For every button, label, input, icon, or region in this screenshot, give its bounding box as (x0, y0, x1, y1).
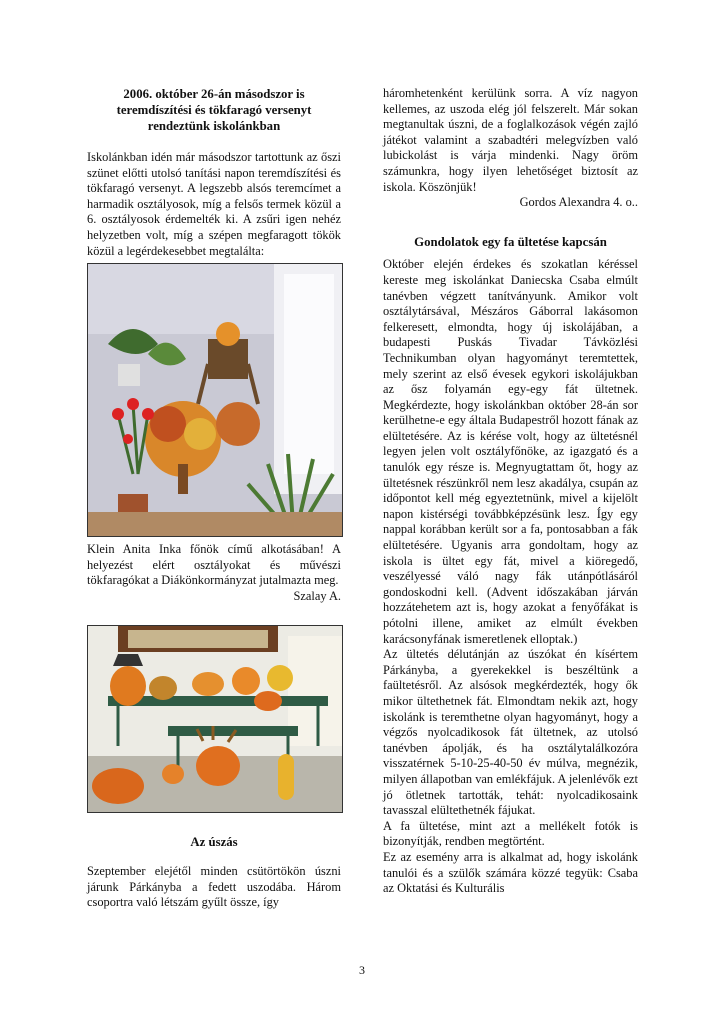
article2-title: Az úszás (190, 834, 238, 849)
right-column (383, 86, 638, 897)
left-column (87, 86, 341, 911)
classroom-decoration-illustration (88, 264, 342, 536)
article1-title-line: rendeztünk iskolánkban (147, 119, 281, 133)
article3-paragraph: Október elején érdekes és szokatlan kéréssel kereste meg iskolánkat Daniecska Csaba elmúlt tanévben végzett tanítványunk. Amikor volt osztálytársával, Mészáros Gáborral lakásomon felkeresett, elmondta, hogy új iskolájában, a budapesti Puskás Tivadar Távközlési Technikumban olyan hagyományt teremtettek, mely szerint az első évesek egykori iskolájukban az ősz folyamán egy-egy fát ültetnek. Megkérdezte, hogy iskolánkban október 28-án sor kerülhetne-e egy általa Budapestről hozott fának az elültetésére. Az is kérése volt, hogy az ültetésnél legyen jelen volt osztályfőnöke, az igazgató és a tanulók egy része is. Megnyugtattam őt, hogy az ültetésnek részünkről nem lesz akadálya, csupán az időpontot kell még egyeztetnünk, mivel a kijelölt napon kistérségi továbbképzésünk lesz. Így egy nappal korábban került sor a fa, pontosabban a fák elültetésére. Ugyanis arra gondoltam, hogy az iskola is ültet egy fát, mivel a kiöregedő, veszélyessé váló nagy fák utánpótlásáról gondoskodni kell. (Advent időszakában járván hozzátehetem azt is, hogy azokat a fenyőfákat is pótolni illene, amiket az elmúlt években karácsonyfának ismeretlenek elloptak.) (383, 257, 638, 646)
page-number: 3 (359, 963, 365, 977)
article1-paragraph: Iskolánkban idén már másodszor tartottunk az őszi szünet előtti utolsó tanítási napon teremdíszítési és tökfaragó versenyt. A legszebb alsós teremcímet a harmadik osztályosok, míg a felsős termek közül a 6. osztályosok érdemelték ki. A zsűri igen nehéz helyzetben volt, míg a szépen megfaragott tökök közül a legérdekesebbet megtalálta: (87, 150, 341, 258)
classroom-decoration-photo (87, 263, 343, 537)
article3-paragraph: Az ültetés délutánján az úszókat én kísértem Párkányba, a gyerekekkel is beszéltünk a faültetésről. Az alsósok megkérdezték, hogy ők mikor ültethetnek fát. Elmondtam nekik azt, hogy iskolánk is teremthetne olyan hagyományt, hogy a végzős nyolcadikosok fát ültetnek, az utolsó tanévben ápolják, és ha osztálytalálkozóra visszatérnek 5-10-25-40-50 év múlva, megnézik, milyen állapotban van emlékfájuk. A jelenlévők ezt jó ötletnek tartották, tehát: nyolcadikosaink tavasszal elültethetnék fájukat. (383, 647, 638, 818)
article1-paragraph: Klein Anita Inka főnök című alkotásában! A helyezést elért osztályokat és művészi tökfaragókat a Diákönkormányzat jutalmazta meg. (87, 542, 341, 588)
article1-title-line: teremdíszítési és tökfaragó versenyt (116, 103, 312, 117)
article1-title (87, 86, 341, 134)
article2-text: Szeptember elejétől minden csütörtökön úszni járunk Párkányba a fedett uszodába. Három csoportra való létszám gyűlt össze, így (87, 864, 341, 910)
article2-signature: Gordos Alexandra 4. o.. (519, 195, 638, 210)
carved-pumpkins-photo (87, 625, 343, 813)
article2-text-continued: háromhetenként kerülünk sorra. A víz nagyon kellemes, az uszoda elég jól felszerelt. Már sokan megtanultak úszni, de a foglalkozások végén zajló játékot valamint a szabadtéri melegvízben való lubickolást is várja mindenki. Nagy öröm számunkra, hogy ilyen lehetőséget biztosít az iskola. Köszönjük! (383, 86, 638, 194)
article3-title: Gondolatok egy fa ültetése kapcsán (414, 234, 607, 249)
article3-paragraph: Ez az esemény arra is alkalmat ad, hogy iskolánk tanulói és a szülők számára közzé tegyük: Csaba az Oktatási és Kulturális (383, 849, 638, 896)
article1-title-line: 2006. október 26-án másodszor is (123, 87, 305, 101)
carved-pumpkins-illustration (88, 626, 342, 812)
article1-signature: Szalay A. (293, 588, 341, 603)
article3-paragraph: A fa ültetése, mint azt a mellékelt fotók is bizonyítják, rendben megtörtént. (383, 818, 638, 849)
